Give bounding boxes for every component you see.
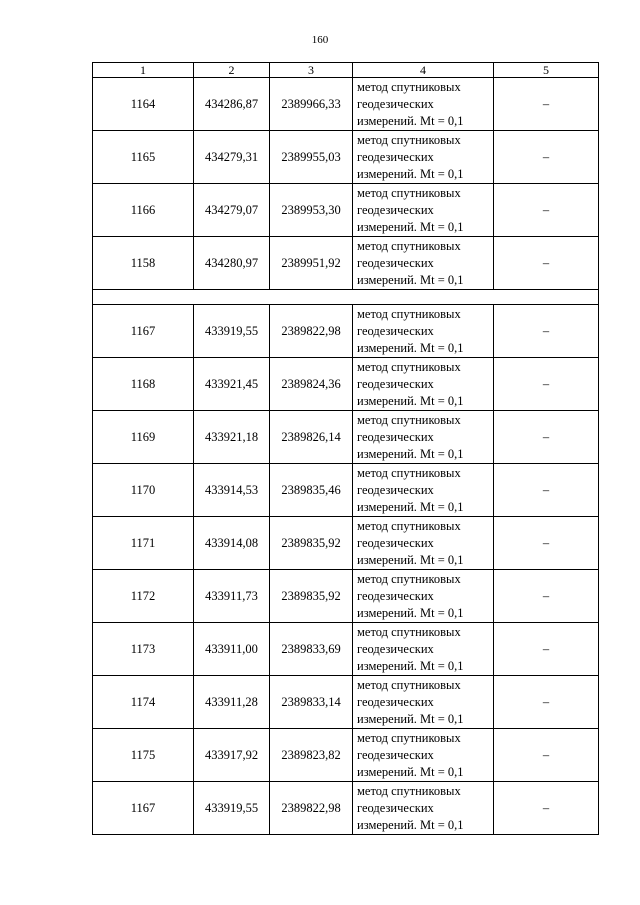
coordinates-table-body: [93, 63, 599, 835]
table-row: [93, 570, 599, 623]
x-coordinate-cell: 433911,28: [194, 676, 270, 729]
table-row: [93, 464, 599, 517]
error-cell: –: [494, 782, 599, 835]
column-header: 2: [194, 63, 270, 78]
method-line: метод спутниковых: [357, 783, 461, 798]
method-line: метод спутниковых: [357, 624, 461, 639]
y-coordinate-cell: 2389951,92: [270, 237, 353, 290]
error-cell: –: [494, 305, 599, 358]
method-line: измерений. Mt = 0,1: [357, 658, 464, 673]
x-coordinate-cell: 434279,31: [194, 131, 270, 184]
method-line: метод спутниковых: [357, 79, 461, 94]
y-coordinate-cell: 2389835,92: [270, 517, 353, 570]
y-coordinate-cell: 2389822,98: [270, 305, 353, 358]
table-row: [93, 358, 599, 411]
method-line: метод спутниковых: [357, 518, 461, 533]
method-line: метод спутниковых: [357, 238, 461, 253]
coordinates-table: [92, 62, 599, 835]
method-cell: [353, 411, 494, 464]
point-number-cell: 1158: [93, 237, 194, 290]
method-line: измерений. Mt = 0,1: [357, 166, 464, 181]
y-coordinate-cell: 2389822,98: [270, 782, 353, 835]
column-header: 3: [270, 63, 353, 78]
method-line: геодезических: [357, 641, 434, 656]
method-line: измерений. Mt = 0,1: [357, 393, 464, 408]
table-row: [93, 729, 599, 782]
y-coordinate-cell: 2389826,14: [270, 411, 353, 464]
method-line: измерений. Mt = 0,1: [357, 219, 464, 234]
method-cell: [353, 623, 494, 676]
method-cell: [353, 131, 494, 184]
method-line: геодезических: [357, 323, 434, 338]
x-coordinate-cell: 433921,18: [194, 411, 270, 464]
x-coordinate-cell: 433911,73: [194, 570, 270, 623]
method-cell: [353, 517, 494, 570]
x-coordinate-cell: 433914,08: [194, 517, 270, 570]
table-row: [93, 623, 599, 676]
table-row: [93, 237, 599, 290]
method-cell: [353, 184, 494, 237]
method-cell: [353, 237, 494, 290]
point-number-cell: 1167: [93, 305, 194, 358]
y-coordinate-cell: 2389824,36: [270, 358, 353, 411]
error-cell: –: [494, 517, 599, 570]
error-cell: –: [494, 623, 599, 676]
table-row: [93, 782, 599, 835]
table-row: [93, 517, 599, 570]
method-line: геодезических: [357, 535, 434, 550]
point-number-cell: 1173: [93, 623, 194, 676]
error-cell: –: [494, 78, 599, 131]
method-line: измерений. Mt = 0,1: [357, 817, 464, 832]
x-coordinate-cell: 433921,45: [194, 358, 270, 411]
method-cell: [353, 570, 494, 623]
x-coordinate-cell: 433917,92: [194, 729, 270, 782]
y-coordinate-cell: 2389835,92: [270, 570, 353, 623]
method-line: измерений. Mt = 0,1: [357, 605, 464, 620]
table-row: [93, 676, 599, 729]
method-line: геодезических: [357, 747, 434, 762]
method-line: геодезических: [357, 588, 434, 603]
column-header: 1: [93, 63, 194, 78]
column-header: 4: [353, 63, 494, 78]
method-line: метод спутниковых: [357, 185, 461, 200]
x-coordinate-cell: 433914,53: [194, 464, 270, 517]
point-number-cell: 1170: [93, 464, 194, 517]
method-line: метод спутниковых: [357, 306, 461, 321]
method-line: измерений. Mt = 0,1: [357, 113, 464, 128]
method-line: метод спутниковых: [357, 359, 461, 374]
method-line: метод спутниковых: [357, 132, 461, 147]
error-cell: –: [494, 729, 599, 782]
x-coordinate-cell: 434279,07: [194, 184, 270, 237]
method-line: метод спутниковых: [357, 465, 461, 480]
table-row: [93, 305, 599, 358]
method-line: измерений. Mt = 0,1: [357, 552, 464, 567]
method-line: геодезических: [357, 800, 434, 815]
point-number-cell: 1165: [93, 131, 194, 184]
method-line: геодезических: [357, 376, 434, 391]
x-coordinate-cell: 434286,87: [194, 78, 270, 131]
section-separator-row: [93, 290, 599, 305]
method-line: геодезических: [357, 482, 434, 497]
table-row: [93, 184, 599, 237]
x-coordinate-cell: 433911,00: [194, 623, 270, 676]
method-cell: [353, 78, 494, 131]
method-line: метод спутниковых: [357, 730, 461, 745]
y-coordinate-cell: 2389955,03: [270, 131, 353, 184]
error-cell: –: [494, 184, 599, 237]
error-cell: –: [494, 464, 599, 517]
error-cell: –: [494, 570, 599, 623]
section-separator-cell: [93, 290, 599, 305]
method-cell: [353, 358, 494, 411]
point-number-cell: 1164: [93, 78, 194, 131]
method-line: геодезических: [357, 149, 434, 164]
method-line: геодезических: [357, 255, 434, 270]
method-line: измерений. Mt = 0,1: [357, 340, 464, 355]
x-coordinate-cell: 433919,55: [194, 305, 270, 358]
table-header-row: [93, 63, 599, 78]
y-coordinate-cell: 2389833,14: [270, 676, 353, 729]
point-number-cell: 1168: [93, 358, 194, 411]
point-number-cell: 1171: [93, 517, 194, 570]
method-line: измерений. Mt = 0,1: [357, 711, 464, 726]
method-line: геодезических: [357, 429, 434, 444]
error-cell: –: [494, 131, 599, 184]
method-cell: [353, 464, 494, 517]
page-number: 160: [311, 34, 329, 46]
method-line: измерений. Mt = 0,1: [357, 272, 464, 287]
error-cell: –: [494, 411, 599, 464]
method-line: измерений. Mt = 0,1: [357, 446, 464, 461]
point-number-cell: 1166: [93, 184, 194, 237]
method-cell: [353, 782, 494, 835]
y-coordinate-cell: 2389953,30: [270, 184, 353, 237]
point-number-cell: 1172: [93, 570, 194, 623]
method-line: измерений. Mt = 0,1: [357, 499, 464, 514]
point-number-cell: 1169: [93, 411, 194, 464]
point-number-cell: 1175: [93, 729, 194, 782]
error-cell: –: [494, 358, 599, 411]
error-cell: –: [494, 676, 599, 729]
table-row: [93, 131, 599, 184]
error-cell: –: [494, 237, 599, 290]
y-coordinate-cell: 2389966,33: [270, 78, 353, 131]
column-header: 5: [494, 63, 599, 78]
method-line: измерений. Mt = 0,1: [357, 764, 464, 779]
table-row: [93, 411, 599, 464]
point-number-cell: 1174: [93, 676, 194, 729]
x-coordinate-cell: 433919,55: [194, 782, 270, 835]
method-line: метод спутниковых: [357, 571, 461, 586]
method-line: геодезических: [357, 96, 434, 111]
method-cell: [353, 305, 494, 358]
table-row: [93, 78, 599, 131]
method-line: геодезических: [357, 694, 434, 709]
method-line: метод спутниковых: [357, 412, 461, 427]
method-line: геодезических: [357, 202, 434, 217]
y-coordinate-cell: 2389835,46: [270, 464, 353, 517]
point-number-cell: 1167: [93, 782, 194, 835]
x-coordinate-cell: 434280,97: [194, 237, 270, 290]
method-cell: [353, 676, 494, 729]
y-coordinate-cell: 2389823,82: [270, 729, 353, 782]
method-line: метод спутниковых: [357, 677, 461, 692]
y-coordinate-cell: 2389833,69: [270, 623, 353, 676]
method-cell: [353, 729, 494, 782]
